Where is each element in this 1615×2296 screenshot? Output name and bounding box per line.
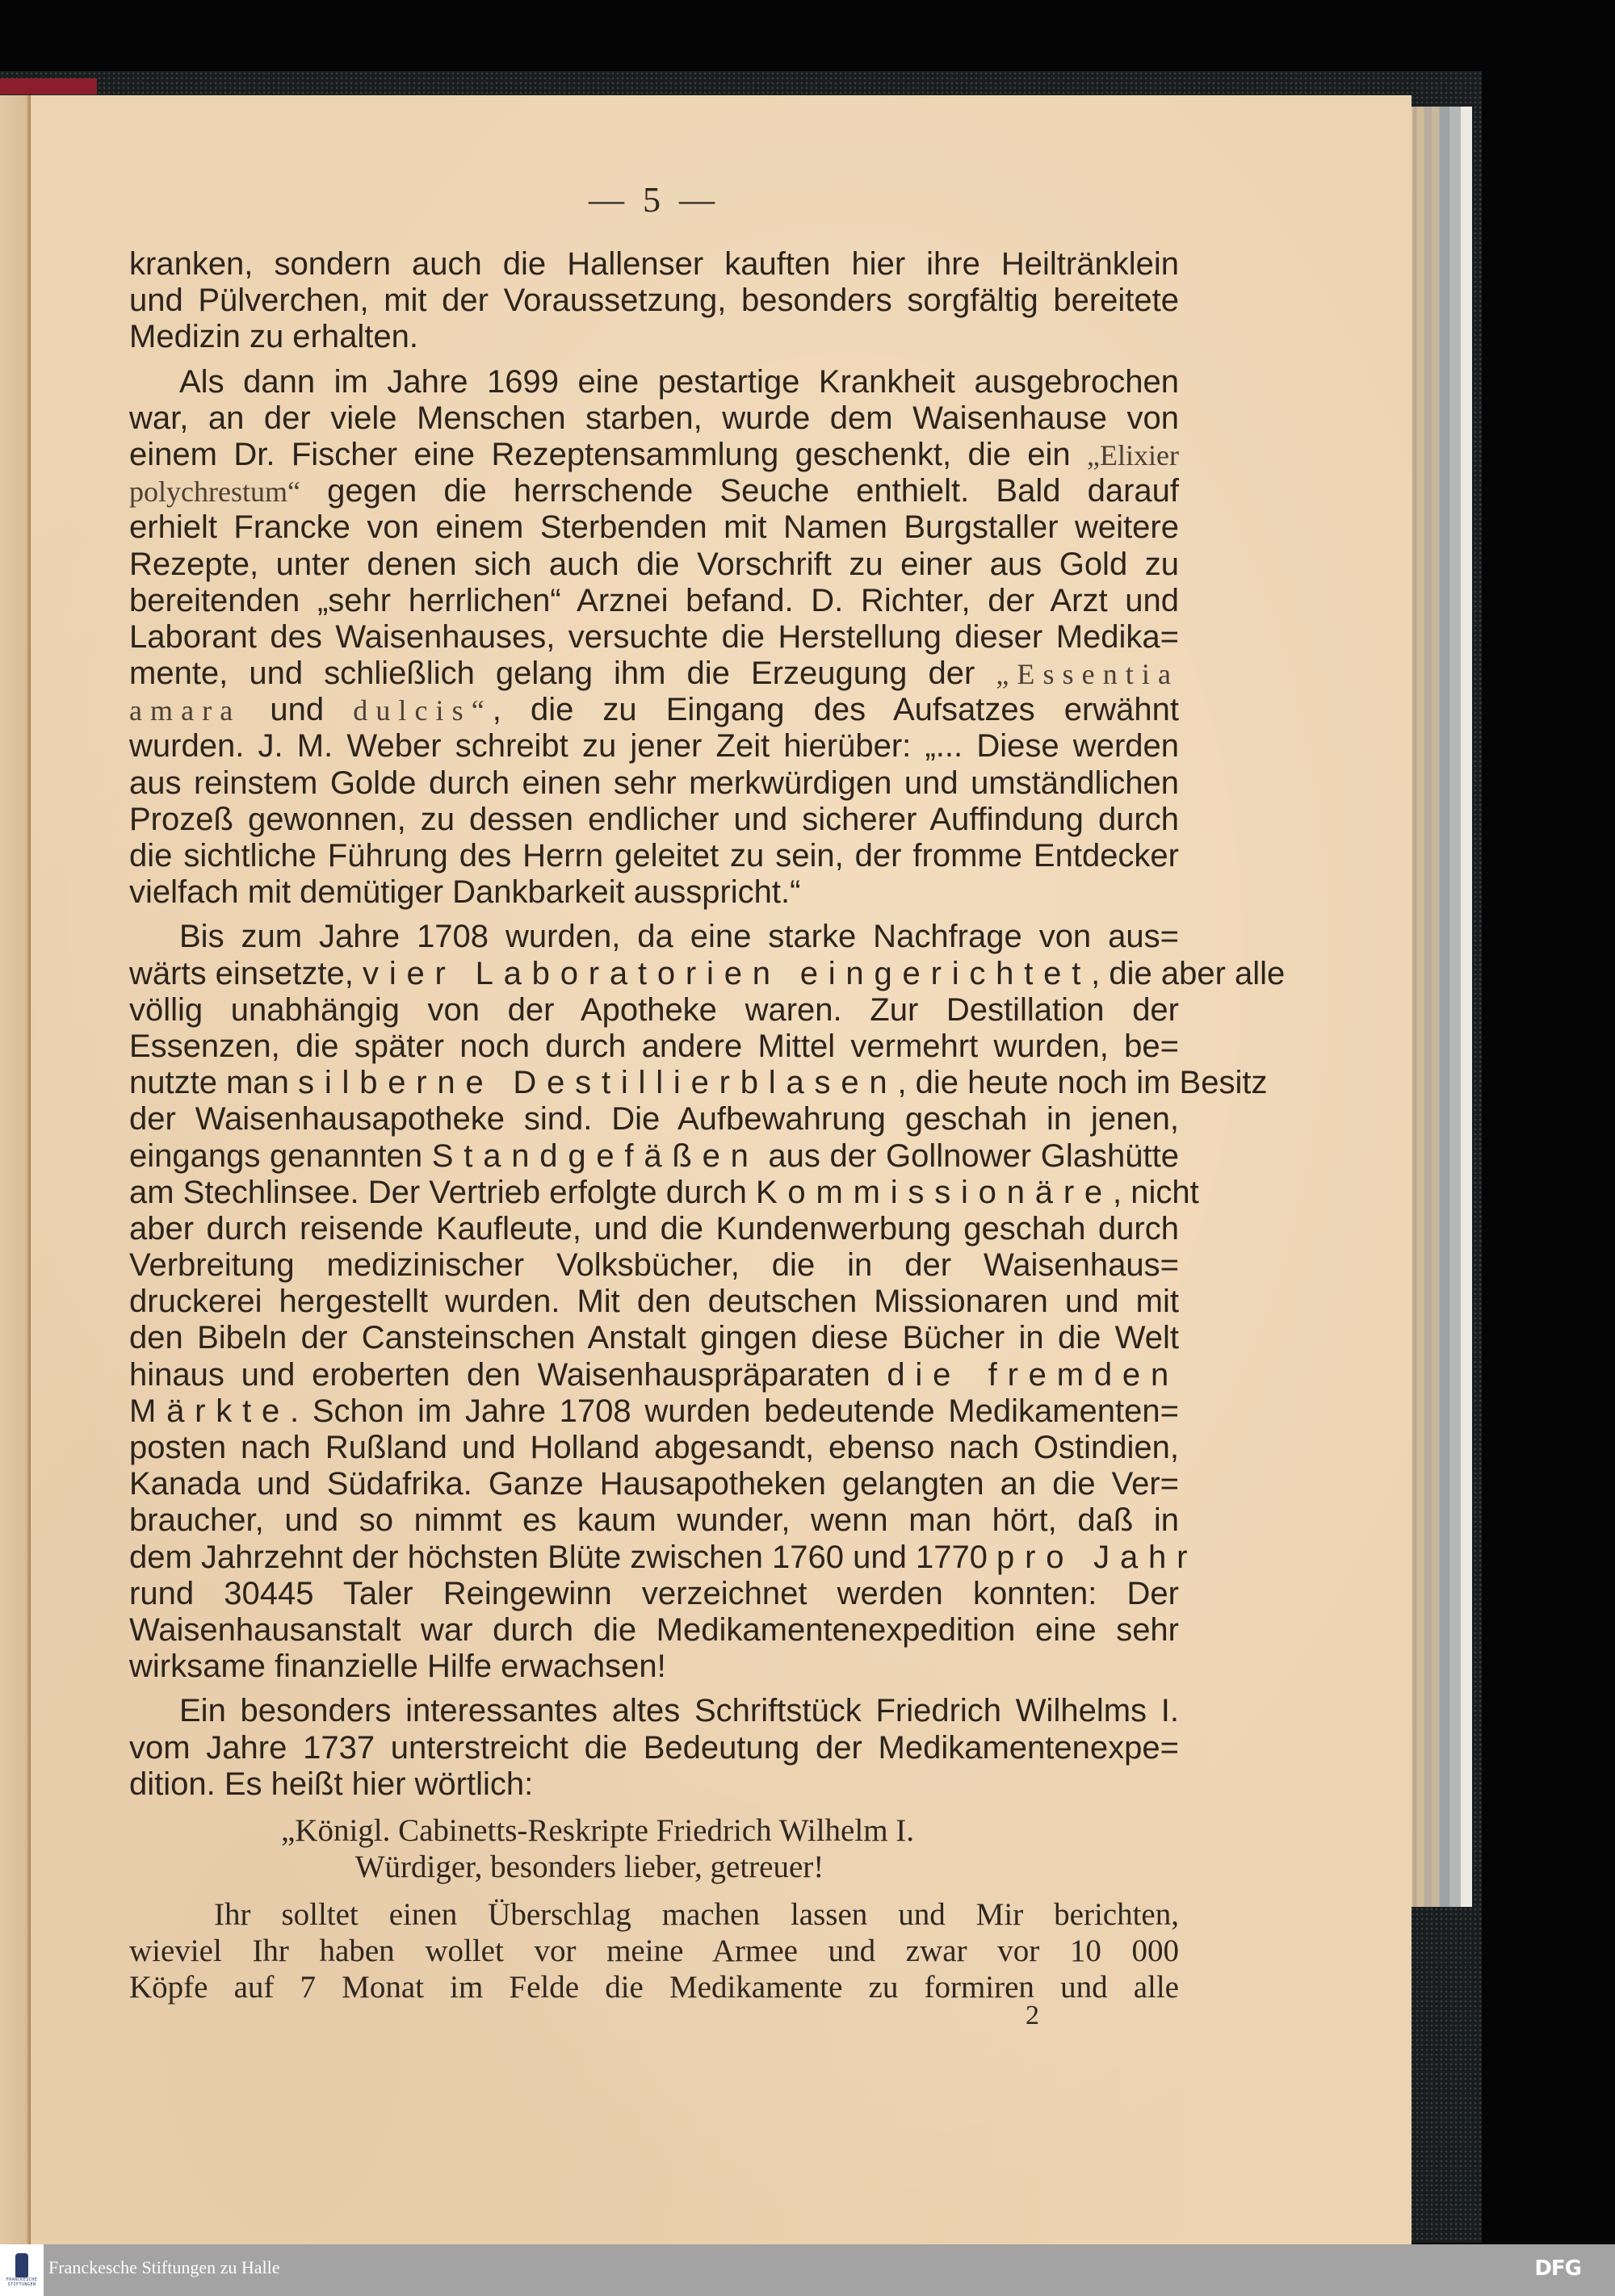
text-segment: dem Jahrzehnt der höchsten Blüte zwischen 1760 und 1770 <box>129 1539 997 1575</box>
text-line: vielfach mit demütiger Dankbarkeit ausspricht.“ <box>129 874 801 911</box>
text-line: Verbreitung medizinischer Volksbücher, die in der Waisenhaus= <box>129 1247 1179 1284</box>
text-segment: , die aber alle <box>1091 955 1286 991</box>
text-segment: hinaus und eroberten den Waisenhauspräparaten <box>129 1356 887 1393</box>
page-number: — 5 — <box>589 180 719 220</box>
text-line: druckerei hergestellt wurden. Mit den deutschen Missionaren und mit <box>129 1284 1179 1320</box>
text-line <box>129 1174 1199 1211</box>
latin-term: dulcis“ <box>353 694 493 727</box>
institution-name[interactable]: Franckesche Stiftungen zu Halle <box>48 2257 280 2277</box>
text-line: Als dann im Jahre 1699 eine pestartige Krankheit ausgebrochen <box>179 363 1179 400</box>
text-line: Ein besonders interessantes altes Schriftstück Friedrich Wilhelms I. <box>179 1693 1179 1729</box>
text-segment: einem Dr. Fischer eine Rezeptensammlung geschenkt, die ein <box>129 436 1088 472</box>
text-line: erhielt Francke von einem Sterbenden mit Namen Burgstaller weitere <box>129 509 1179 546</box>
text-line: Waisenhausanstalt war durch die Medikamentenexpedition eine sehr <box>129 1611 1179 1648</box>
text-line <box>129 955 1286 992</box>
emphasis: Kommissionäre <box>755 1174 1113 1210</box>
text-segment: und <box>241 692 354 728</box>
body-text <box>129 246 1286 1811</box>
statue-icon <box>15 2253 28 2277</box>
quote-line: Köpfe auf 7 Monat im Felde die Medikamente zu formiren und alle <box>129 1970 1179 2005</box>
text-line: Medizin zu erhalten. <box>129 319 418 355</box>
latin-term: „Essentia <box>996 658 1179 691</box>
text-line <box>129 1393 1179 1430</box>
logo-caption: FRANCKESCHE <box>6 2277 38 2282</box>
text-segment: eingangs genannten <box>129 1138 432 1174</box>
text-line: bereitenden „sehr herrlichen“ Arznei befand. D. Richter, der Arzt und <box>129 582 1179 618</box>
quoted-document <box>129 1812 1179 2005</box>
text-line: kranken, sondern auch die Hallenser kauften hier ihre Heiltränklein <box>129 246 1179 282</box>
page-edges <box>1409 107 1472 1907</box>
emphasis: vier Laboratorien eingerichtet <box>363 955 1092 991</box>
latin-term: polychrestum“ <box>129 476 300 509</box>
text-line: der Waisenhausapotheke sind. Die Aufbewahrung geschah in jenen, <box>129 1101 1179 1138</box>
text-line <box>129 1138 1179 1175</box>
text-segment: , die heute noch im Besitz <box>897 1065 1268 1101</box>
signature-mark: 2 <box>1026 2001 1039 2030</box>
quote-line: wieviel Ihr haben wollet vor meine Armee und zwar vor 10 000 <box>129 1934 1179 1968</box>
text-segment: nutzte man <box>129 1065 299 1101</box>
institution-logo[interactable] <box>0 2244 44 2296</box>
text-line <box>129 692 1179 728</box>
logo-caption: STIFTUNGEN <box>7 2282 36 2287</box>
text-line: die sichtliche Führung des Herrn geleitet zu sein, der fromme Entdecker <box>129 838 1179 874</box>
text-line: Bis zum Jahre 1708 wurden, da eine starke Nachfrage von aus= <box>179 919 1179 955</box>
text-segment: . Schon im Jahre 1708 wurden bedeutende Medikamenten= <box>290 1393 1179 1429</box>
text-line: Laborant des Waisenhauses, versuchte die Herstellung dieser Medika= <box>129 618 1179 655</box>
text-line: den Bibeln der Cansteinschen Anstalt gingen diese Bücher in die Welt <box>129 1320 1179 1356</box>
text-line: völlig unabhängig von der Apotheke waren. Zur Destillation der <box>129 991 1179 1028</box>
text-line: Prozeß gewonnen, zu dessen endlicher und sicherer Auffindung durch <box>129 801 1179 837</box>
text-segment: , nicht <box>1112 1174 1199 1210</box>
text-segment: gegen die herrschende Seuche enthielt. Bald darauf <box>300 473 1179 509</box>
emphasis: Märkte <box>129 1393 291 1429</box>
text-line: Rezepte, unter denen sich auch die Vorschrift zu einer aus Gold zu <box>129 546 1179 582</box>
latin-term: amara <box>129 694 241 727</box>
text-line: braucher, und so nimmt es kaum wunder, wenn man hört, daß in <box>129 1502 1179 1539</box>
latin-term: „Elixier <box>1087 438 1179 471</box>
text-line: rund 30445 Taler Reingewinn verzeichnet werden konnten: Der <box>129 1575 1179 1611</box>
text-segment: , die zu Eingang des Aufsatzes erwähnt <box>492 692 1180 728</box>
text-line <box>129 437 1179 473</box>
emphasis: pro Jahr <box>996 1539 1198 1575</box>
text-line <box>129 656 1179 692</box>
emphasis: die fremden <box>887 1356 1179 1393</box>
emphasis: silberne Destillierblasen <box>298 1065 898 1101</box>
page-gutter <box>0 95 31 2244</box>
text-line <box>129 1539 1198 1576</box>
paragraph <box>129 1693 1179 1803</box>
text-line: dition. Es heißt hier wörtlich: <box>129 1766 534 1802</box>
dfg-logo[interactable]: DFG <box>1534 2256 1581 2281</box>
text-line: Essenzen, die später noch durch andere Mittel vermehrt wurden, be= <box>129 1028 1179 1064</box>
text-segment: am Stechlinsee. Der Vertrieb erfolgte durch <box>129 1174 756 1210</box>
bookmark-ribbon <box>0 78 97 94</box>
text-line: Kanada und Südafrika. Ganze Hausapotheken gelangten an die Ver= <box>129 1466 1179 1502</box>
quote-line: Ihr solltet einen Überschlag machen lassen und Mir berichten, <box>214 1897 1179 1932</box>
text-line: war, an der viele Menschen starben, wurde dem Waisenhause von <box>129 400 1179 436</box>
text-line: wirksame finanzielle Hilfe erwachsen! <box>129 1649 666 1685</box>
text-line <box>129 1065 1268 1101</box>
text-segment: aus der Gollnower Glashütte <box>758 1138 1180 1174</box>
quote-salutation: Würdiger, besonders lieber, getreuer! <box>354 1850 824 1884</box>
paragraph <box>129 919 1286 1685</box>
text-line: vom Jahre 1737 unterstreicht die Bedeutung der Medikamentenexpe= <box>129 1729 1179 1766</box>
text-segment: wärts einsetzte, <box>129 955 363 991</box>
text-line: aus reinstem Golde durch einen sehr merkwürdigen und umständlichen <box>129 765 1179 801</box>
text-line: aber durch reisende Kaufleute, und die Kundenwerbung geschah durch <box>129 1210 1179 1246</box>
paragraph <box>129 364 1179 911</box>
paragraph <box>129 246 1179 356</box>
text-line: posten nach Rußland und Holland abgesandt, ebenso nach Ostindien, <box>129 1430 1179 1465</box>
text-segment: mente, und schließlich gelang ihm die Erzeugung der <box>129 656 996 692</box>
quote-heading: „Königl. Cabinetts-Reskripte Friedrich Wilhelm I. <box>280 1813 915 1848</box>
text-line: wurden. J. M. Weber schreibt zu jener Zeit hierüber: „... Diese werden <box>129 728 1179 765</box>
text-line: und Pülverchen, mit der Voraussetzung, besonders sorgfältig bereitete <box>129 283 1179 319</box>
text-line <box>129 1357 1179 1393</box>
emphasis: Standgefäßen <box>431 1138 759 1174</box>
text-line <box>129 473 1179 509</box>
footer-bar <box>0 2244 1615 2296</box>
